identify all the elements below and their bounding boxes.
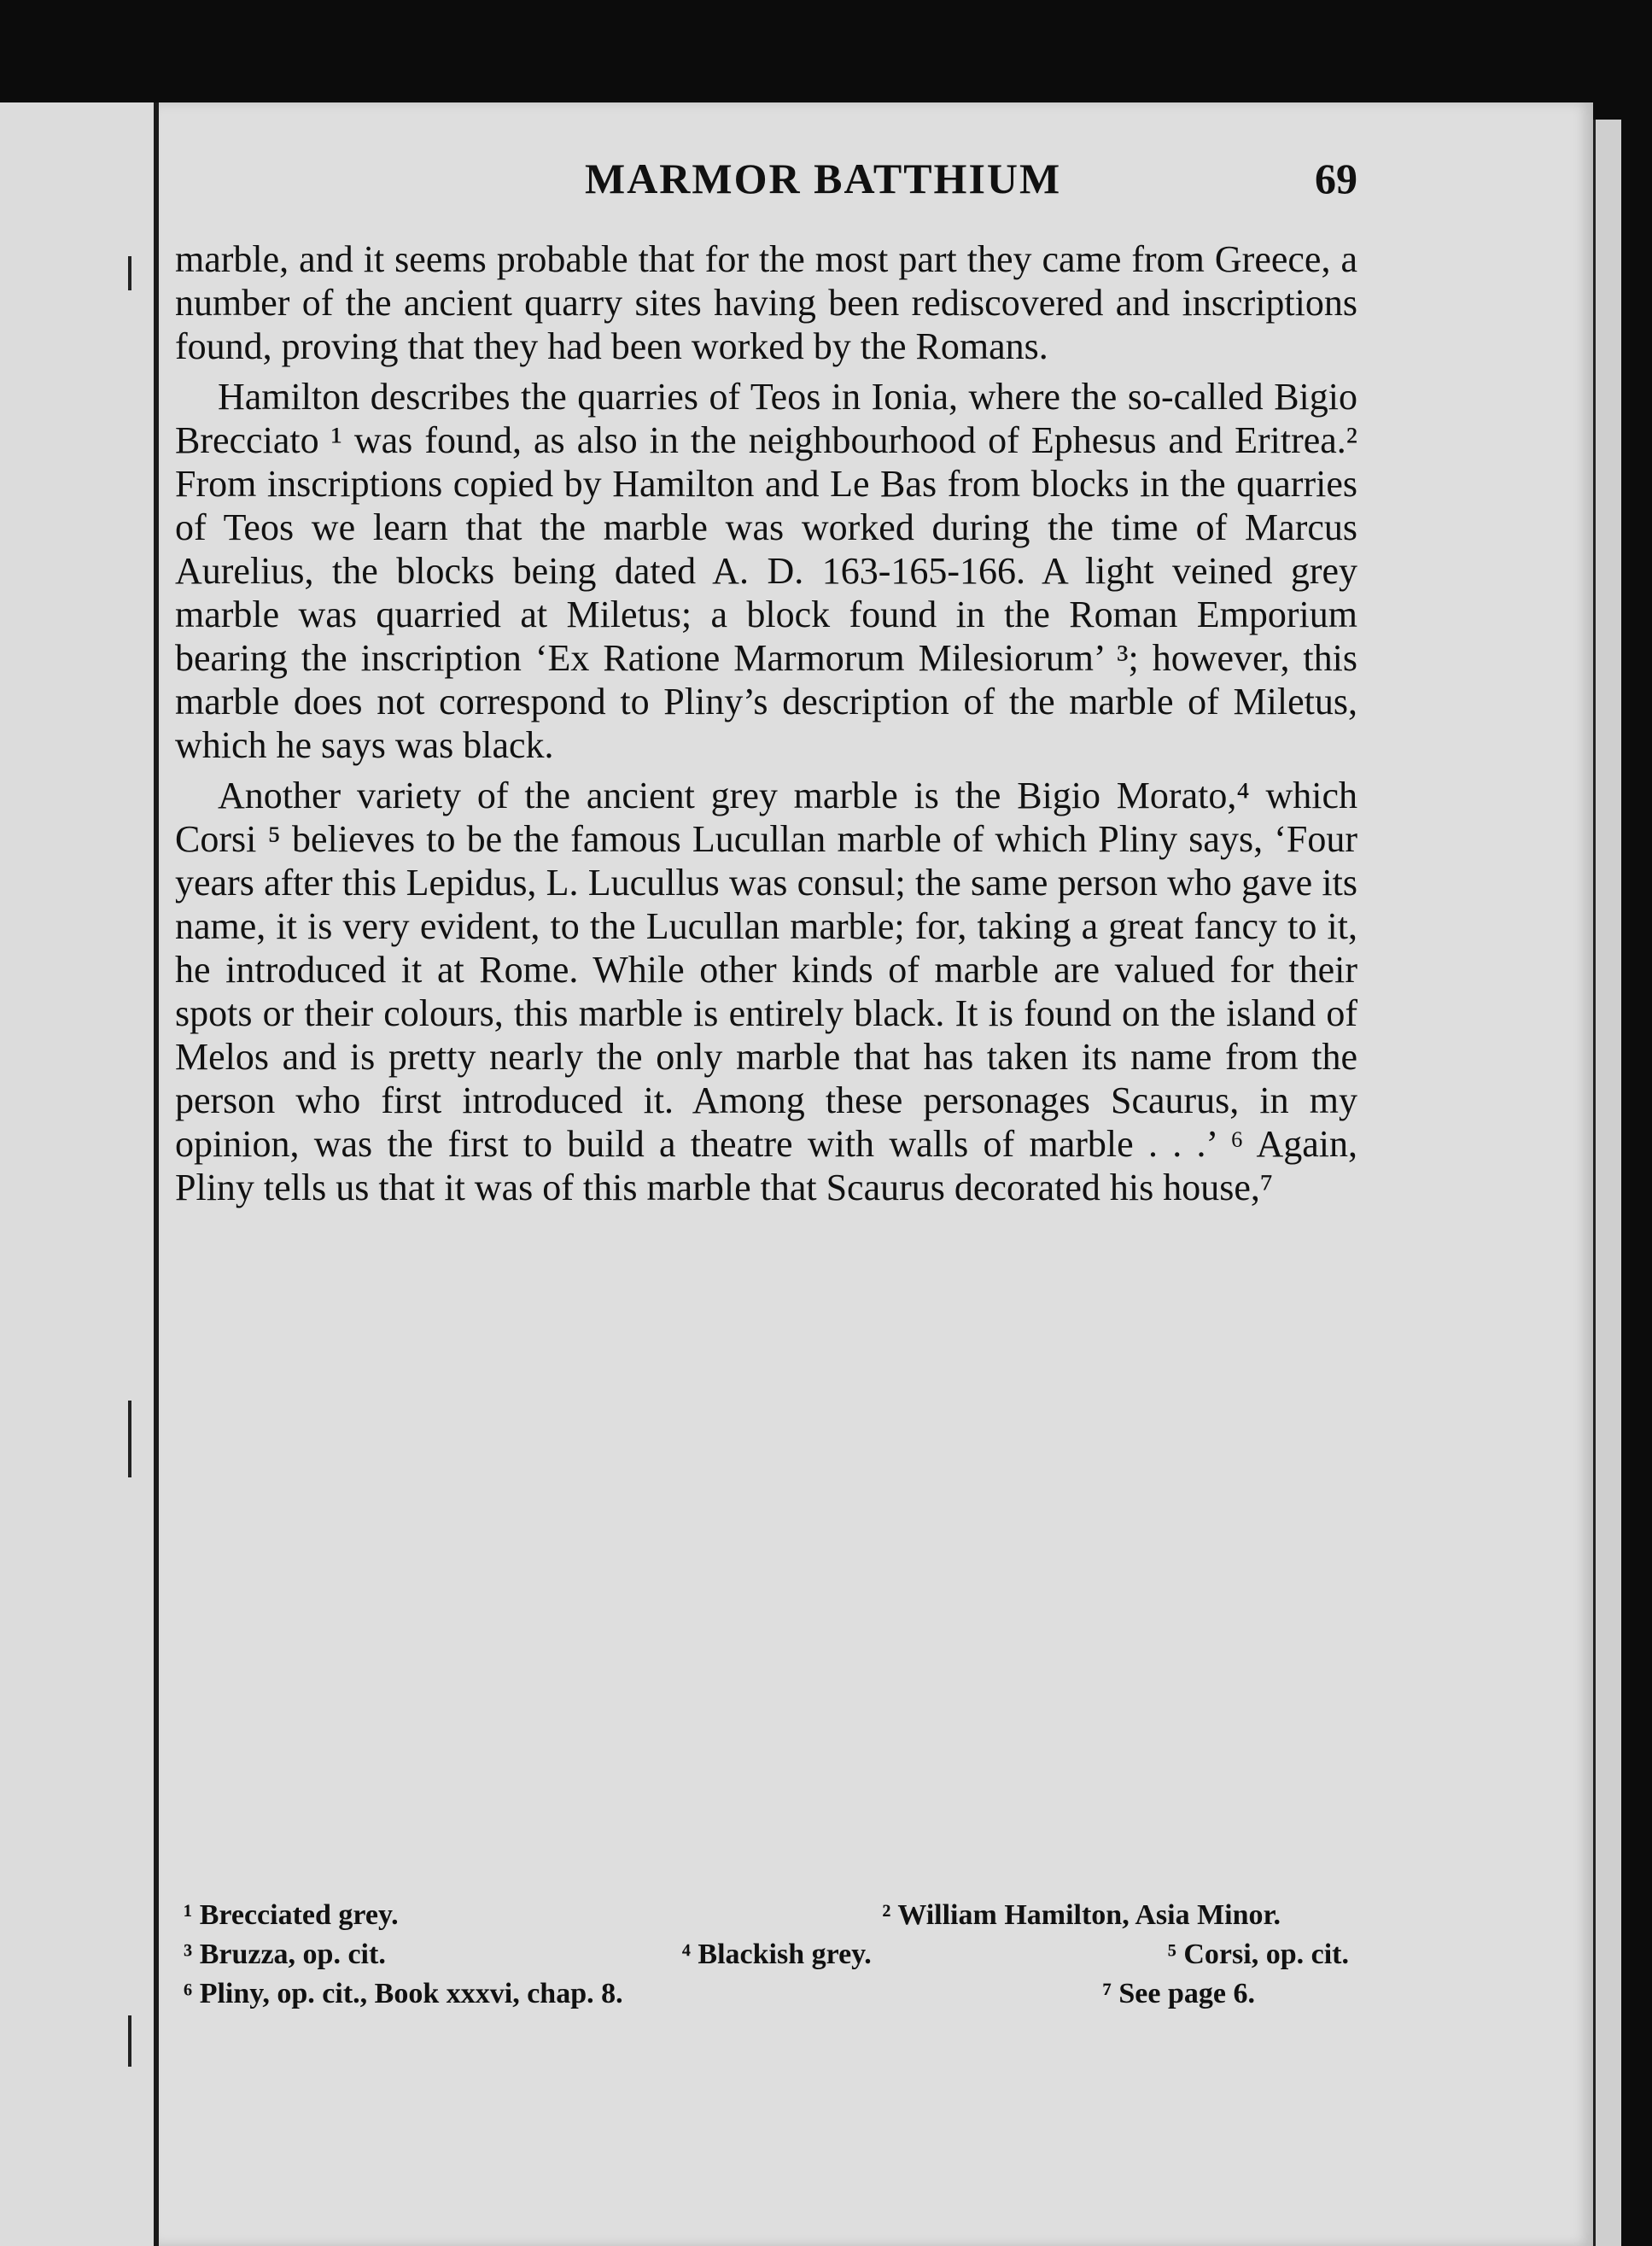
footnote: ¹ Brecciated grey. <box>184 1899 399 1931</box>
footnote: ² William Hamilton, Asia Minor. <box>882 1899 1281 1931</box>
page-edge-mark <box>128 256 131 290</box>
page-edge-mark <box>128 1401 131 1477</box>
footnote-row <box>175 1974 1357 2014</box>
page-header <box>175 154 1357 222</box>
paragraph: marble, and it seems probable that for the most part they came from Greece, a number of the ancient quarry sites having been rediscovered and inscriptions found, proving that they had been worked by the Romans. <box>175 238 1357 367</box>
footnote: ⁵ Corsi, op. cit. <box>1167 1939 1349 1970</box>
paragraph: Another variety of the ancient grey marble is the Bigio Morato,⁴ which Corsi ⁵ believes to be the famous Lucullan marble of which Pliny says, ‘Four years after this Lepidus, L. Lucullus was consul; the same person who gave its name, it is very evident, to the Lucullan marble; for, taking a great fancy to it, he introduced it at Rome. While other kinds of marble are valued for their spots or their colours, this marble is entirely black. It is found on the island of Melos and is pretty nearly the only marble that has taken its name from the person who first introduced it. Among these personages Scaurus, in my opinion, was the first to build a theatre with walls of marble . . .’ ⁶ Again, Pliny tells us that it was of this marble that Scaurus decorated his house,⁷ <box>175 775 1357 1208</box>
paragraph: Hamilton describes the quarries of Teos in Ionia, where the so-called Bigio Brecciato ¹ was found, as also in the neighbourhood of Ephesus and Eritrea.² From inscriptions copied by Hamilton and Le Bas from blocks in the quarries of Teos we learn that the marble was worked during the time of Marcus Aurelius, the blocks being dated A. D. 163-165-166. A light veined grey marble was quarried at Miletus; a block found in the Roman Emporium bearing the inscription ‘Ex Ratione Marmorum Milesiorum’ ³; however, this marble does not correspond to Pliny’s description of the marble of Miletus, which he says was black. <box>175 376 1357 766</box>
page-edge-mark <box>128 2015 131 2067</box>
footnotes <box>175 1896 1357 2014</box>
page-number: 69 <box>1315 155 1357 202</box>
footnote: ⁴ Blackish grey. <box>681 1939 872 1970</box>
footnote: ⁷ See page 6. <box>1102 1978 1255 2009</box>
page-right-edge <box>1593 120 1621 2246</box>
footnote-row <box>175 1935 1357 1974</box>
footnote: ³ Bruzza, op. cit. <box>184 1939 386 1970</box>
running-title: MARMOR BATTHIUM <box>585 155 1062 202</box>
footnote-row <box>175 1896 1357 1935</box>
body-text <box>175 237 1357 1216</box>
footnote: ⁶ Pliny, op. cit., Book xxxvi, chap. 8. <box>184 1978 623 2009</box>
previous-page-edge <box>0 102 159 2246</box>
